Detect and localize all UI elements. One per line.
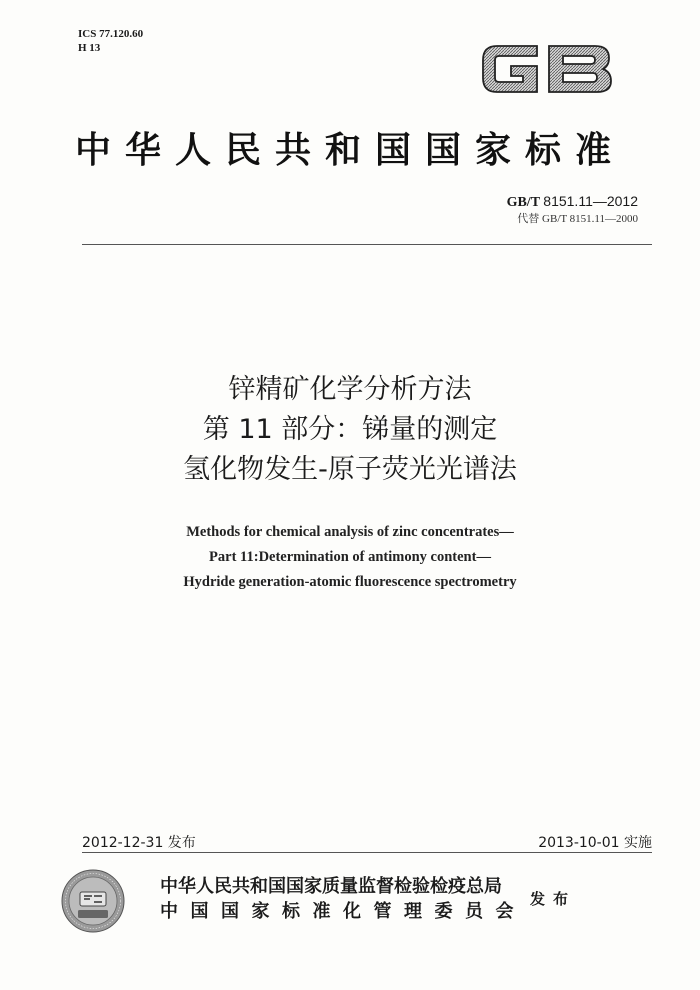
chinese-title	[0, 370, 700, 490]
standard-code	[507, 192, 638, 212]
chinese-title-line2: 第 11 部分：锑量的测定	[202, 414, 498, 445]
publish-label: 发布	[530, 890, 577, 908]
english-title-line2: Part 11:Determination of antimony content—	[209, 549, 491, 565]
issuer-line1: 中华人民共和国国家质量监督检验检疫总局	[160, 876, 502, 897]
standard-prefix: GB/T	[506, 195, 540, 210]
anti-counterfeit-seal-icon	[60, 868, 126, 934]
english-title-line3: Hydride generation-atomic fluorescence spectrometry	[183, 574, 517, 590]
ics-code: ICS 77.120.60	[78, 28, 144, 40]
organization-title: 中华人民共和国国家标准	[74, 129, 625, 171]
chinese-title-line3: 氢化物发生-原子荧光光谱法	[183, 454, 517, 485]
chinese-title-line1: 锌精矿化学分析方法	[228, 374, 472, 405]
ics-classification	[78, 27, 143, 55]
issue-date: 2012-12-31 发布	[82, 835, 196, 851]
english-title	[0, 520, 700, 595]
ccs-code: H 13	[78, 42, 101, 54]
implementation-date: 2013-10-01 实施	[538, 835, 652, 851]
issuing-authorities	[160, 874, 526, 924]
gb-logo-icon	[477, 38, 617, 100]
top-divider	[82, 244, 652, 245]
issuer-line2: 中国国家标准化管理委员会	[160, 901, 526, 922]
standard-number: 8151.11—2012	[543, 193, 638, 209]
bottom-divider	[82, 852, 652, 853]
standard-code-block	[507, 192, 638, 226]
replaces-standard: 代替 GB/T 8151.11—2000	[517, 213, 638, 225]
english-title-line1: Methods for chemical analysis of zinc concentrates—	[186, 524, 514, 540]
